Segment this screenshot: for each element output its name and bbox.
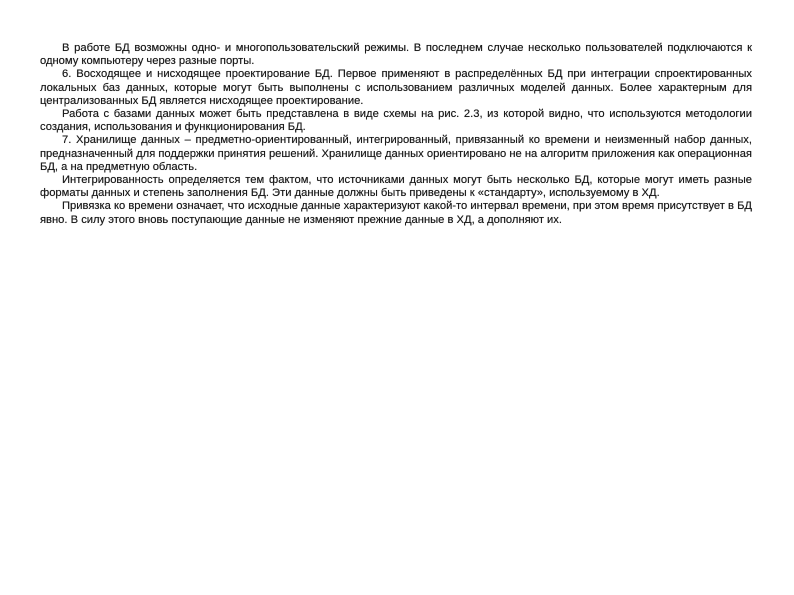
paragraph-design-approaches: 6. Восходящее и нисходящее проектирование БД. Первое применяют в распределённых БД при интеграции спроектированных локальных баз данных, которые могут быть выполнены с использованием различных моделей данных. Более характерным для централизованных БД является нисходящее проектирование. bbox=[40, 68, 752, 107]
paragraph-modes: В работе БД возможны одно- и многопользовательский режимы. В последнем случае несколько пользователей подключаются к одному компьютеру через разные порты. bbox=[40, 42, 752, 68]
paragraph-time-binding: Привязка ко времени означает, что исходные данные характеризуют какой-то интервал времени, при этом время присутствует в БД явно. В силу этого вновь поступающие данные не изменяют прежние данные в ХД, а дополняют их. bbox=[40, 200, 752, 226]
paragraph-integration: Интегрированность определяется тем фактом, что источниками данных могут быть несколько БД, которые могут иметь разные форматы данных и степень заполнения БД. Эти данные должны быть приведены к «стандарту», используемому в ХД. bbox=[40, 174, 752, 200]
paragraph-database-work: Работа с базами данных может быть представлена в виде схемы на рис. 2.3, из которой видно, что используются методологии создания, использования и функционирования БД. bbox=[40, 108, 752, 134]
document-body bbox=[40, 42, 752, 227]
paragraph-data-warehouse: 7. Хранилище данных – предметно-ориентированный, интегрированный, привязанный ко времени и неизменный набор данных, предназначенный для поддержки принятия решений. Хранилище данных ориентировано не на алгоритм приложения как операционная БД, а на предметную область. bbox=[40, 134, 752, 173]
